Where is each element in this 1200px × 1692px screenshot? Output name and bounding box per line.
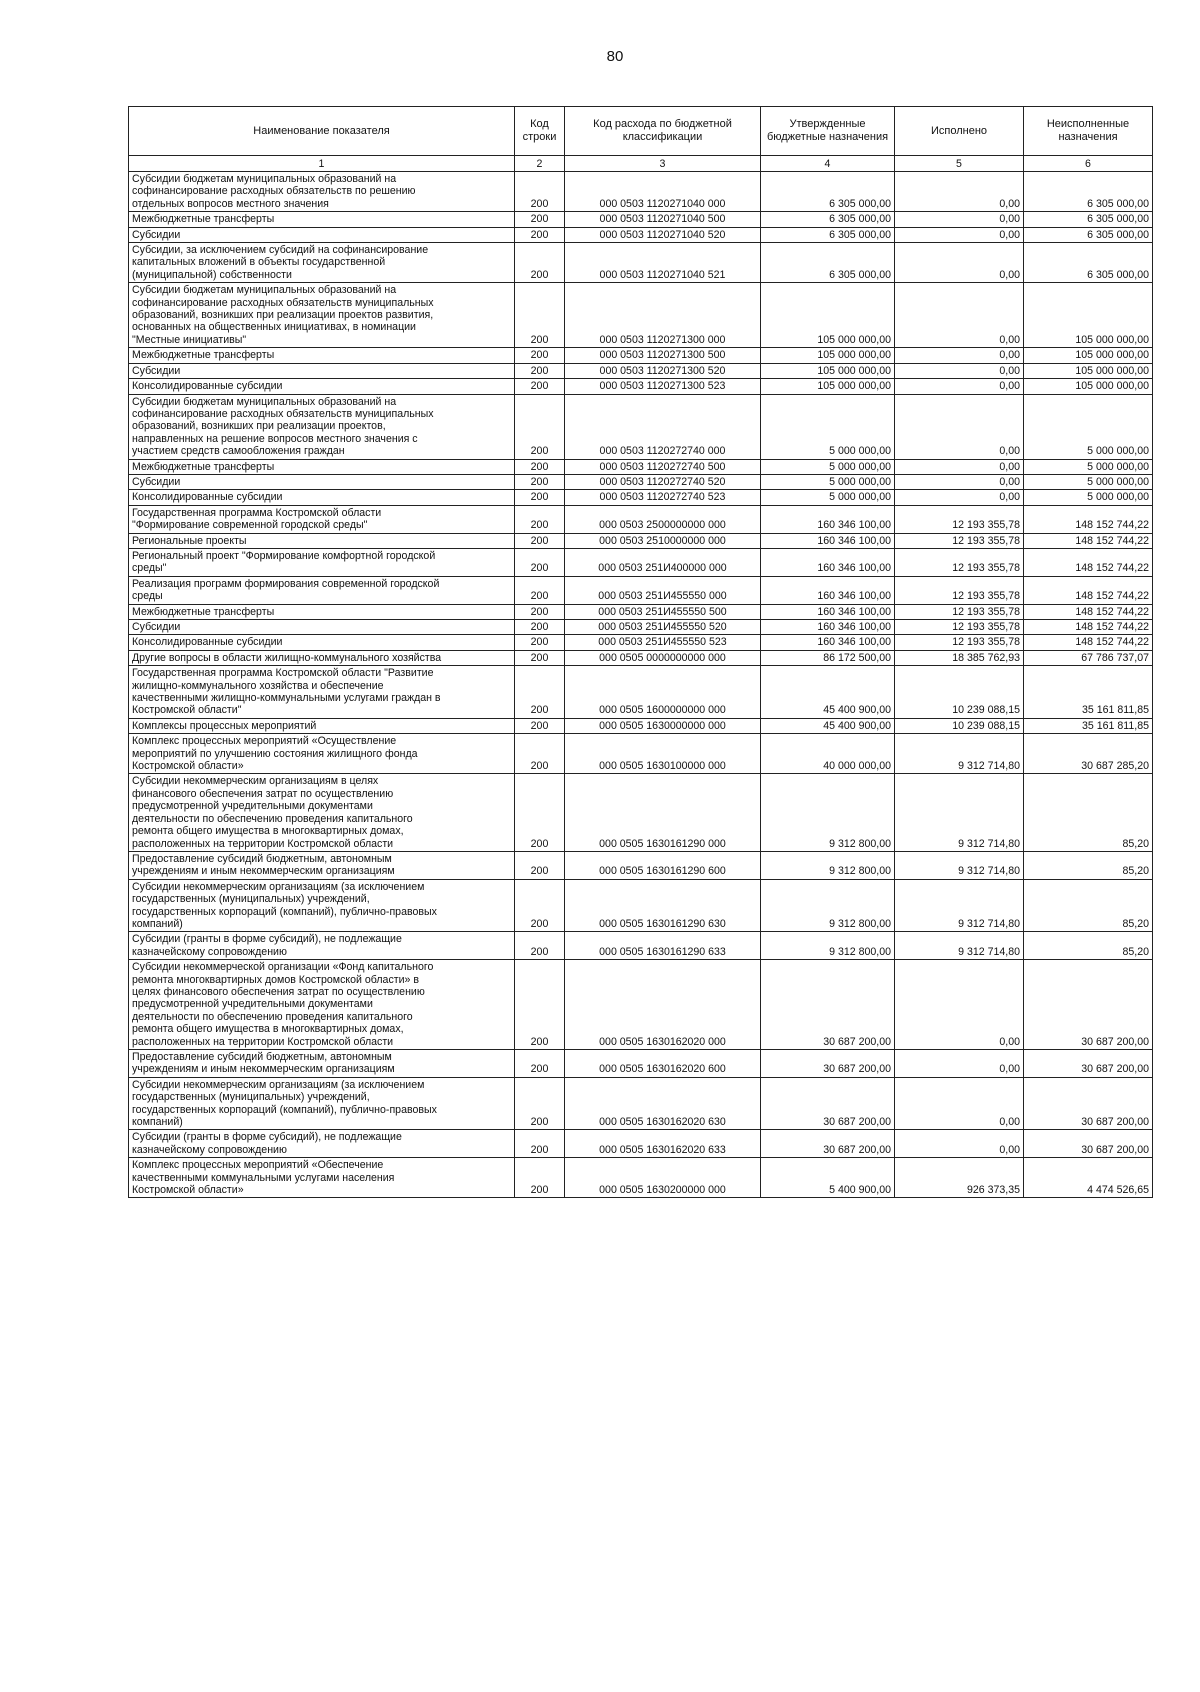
row-code-cell: 200 [515, 490, 565, 505]
row-code-cell: 200 [515, 363, 565, 378]
table-row [129, 227, 1153, 242]
row-code-cell: 200 [515, 734, 565, 774]
row-code-cell: 200 [515, 1158, 565, 1198]
executed-amount-cell: 0,00 [895, 960, 1024, 1050]
table-row [129, 620, 1153, 635]
table-body [129, 156, 1153, 1198]
table-row [129, 1158, 1153, 1198]
row-code-cell: 200 [515, 243, 565, 283]
classification-code-cell: 000 0503 1120272740 500 [565, 459, 761, 474]
executed-amount-cell: 0,00 [895, 243, 1024, 283]
unexecuted-amount-cell: 105 000 000,00 [1024, 348, 1153, 363]
row-code-cell: 200 [515, 879, 565, 932]
executed-amount-cell: 12 193 355,78 [895, 635, 1024, 650]
approved-amount-cell: 105 000 000,00 [761, 348, 895, 363]
approved-amount-cell: 160 346 100,00 [761, 505, 895, 533]
row-code-cell: 200 [515, 666, 565, 719]
indicator-name-cell: Комплексы процессных мероприятий [129, 718, 515, 733]
classification-code-cell: 000 0505 1630161290 630 [565, 879, 761, 932]
indicator-name-cell: Предоставление субсидий бюджетным, автономным учреждениям и иным некоммерческим организациям [129, 851, 515, 879]
row-code-cell: 200 [515, 1130, 565, 1158]
indicator-name-cell: Региональные проекты [129, 533, 515, 548]
table-row [129, 879, 1153, 932]
classification-code-cell: 000 0505 1630000000 000 [565, 718, 761, 733]
indicator-name-cell: Межбюджетные трансферты [129, 348, 515, 363]
indicator-name-cell: Субсидии некоммерческим организациям в целях финансового обеспечения затрат по осуществлению предусмотренной учредительными документами деятельности по обеспечению проведения капитального ремонта общего имущества в многоквартирных домах, расположенных на территории Костромской области [129, 774, 515, 851]
indicator-name-cell: Субсидии [129, 363, 515, 378]
classification-code-cell: 000 0503 251И455550 000 [565, 576, 761, 604]
indicator-name-cell: Межбюджетные трансферты [129, 459, 515, 474]
row-code-cell: 200 [515, 620, 565, 635]
classification-code-cell: 000 0505 1600000000 000 [565, 666, 761, 719]
approved-amount-cell: 5 400 900,00 [761, 1158, 895, 1198]
table-row [129, 490, 1153, 505]
row-code-cell: 200 [515, 379, 565, 394]
executed-amount-cell: 0,00 [895, 172, 1024, 212]
executed-amount-cell: 9 312 714,80 [895, 774, 1024, 851]
executed-amount-cell: 0,00 [895, 348, 1024, 363]
executed-amount-cell: 9 312 714,80 [895, 734, 1024, 774]
classification-code-cell: 000 0503 1120271300 000 [565, 283, 761, 348]
table-row [129, 474, 1153, 489]
table-row [129, 348, 1153, 363]
classification-code-cell: 000 0505 1630161290 633 [565, 932, 761, 960]
executed-amount-cell: 9 312 714,80 [895, 932, 1024, 960]
approved-amount-cell: 160 346 100,00 [761, 635, 895, 650]
classification-code-cell: 000 0505 1630162020 600 [565, 1050, 761, 1078]
unexecuted-amount-cell: 105 000 000,00 [1024, 283, 1153, 348]
column-number: 4 [761, 156, 895, 172]
table-row [129, 635, 1153, 650]
table-row [129, 576, 1153, 604]
table-row [129, 459, 1153, 474]
unexecuted-amount-cell: 35 161 811,85 [1024, 666, 1153, 719]
unexecuted-amount-cell: 148 152 744,22 [1024, 505, 1153, 533]
approved-amount-cell: 30 687 200,00 [761, 960, 895, 1050]
table-row [129, 604, 1153, 619]
indicator-name-cell: Реализация программ формирования современной городской среды [129, 576, 515, 604]
indicator-name-cell: Субсидии [129, 227, 515, 242]
classification-code-cell: 000 0503 1120271040 521 [565, 243, 761, 283]
approved-amount-cell: 160 346 100,00 [761, 604, 895, 619]
row-code-cell: 200 [515, 1050, 565, 1078]
column-number: 2 [515, 156, 565, 172]
indicator-name-cell: Субсидии [129, 474, 515, 489]
table-row [129, 533, 1153, 548]
executed-amount-cell: 12 193 355,78 [895, 576, 1024, 604]
table-row [129, 851, 1153, 879]
unexecuted-amount-cell: 5 000 000,00 [1024, 459, 1153, 474]
classification-code-cell: 000 0505 1630162020 000 [565, 960, 761, 1050]
approved-amount-cell: 45 400 900,00 [761, 666, 895, 719]
header-unexecuted: Неисполненные назначения [1024, 107, 1153, 156]
indicator-name-cell: Субсидии бюджетам муниципальных образований на софинансирование расходных обязательств муниципальных образований, возникших при реализации проектов развития, основанных на общественных инициативах, в номинации "Местные инициативы" [129, 283, 515, 348]
table-row [129, 932, 1153, 960]
column-number: 1 [129, 156, 515, 172]
approved-amount-cell: 160 346 100,00 [761, 576, 895, 604]
row-code-cell: 200 [515, 474, 565, 489]
header-classification-code: Код расхода по бюджетной классификации [565, 107, 761, 156]
classification-code-cell: 000 0503 2510000000 000 [565, 533, 761, 548]
executed-amount-cell: 0,00 [895, 363, 1024, 378]
classification-code-cell: 000 0505 1630100000 000 [565, 734, 761, 774]
indicator-name-cell: Субсидии некоммерческим организациям (за исключением государственных (муниципальных) учреждений, государственных корпораций (компаний), публично-правовых компаний) [129, 879, 515, 932]
classification-code-cell: 000 0503 251И400000 000 [565, 548, 761, 576]
approved-amount-cell: 105 000 000,00 [761, 283, 895, 348]
unexecuted-amount-cell: 148 152 744,22 [1024, 620, 1153, 635]
classification-code-cell: 000 0503 251И455550 523 [565, 635, 761, 650]
row-code-cell: 200 [515, 718, 565, 733]
executed-amount-cell: 0,00 [895, 459, 1024, 474]
classification-code-cell: 000 0503 1120271040 500 [565, 212, 761, 227]
unexecuted-amount-cell: 148 152 744,22 [1024, 533, 1153, 548]
table-row [129, 212, 1153, 227]
column-number: 3 [565, 156, 761, 172]
classification-code-cell: 000 0505 1630200000 000 [565, 1158, 761, 1198]
header-indicator-name: Наименование показателя [129, 107, 515, 156]
table-row [129, 363, 1153, 378]
unexecuted-amount-cell: 67 786 737,07 [1024, 650, 1153, 665]
approved-amount-cell: 5 000 000,00 [761, 394, 895, 459]
classification-code-cell: 000 0505 1630162020 630 [565, 1077, 761, 1130]
row-code-cell: 200 [515, 283, 565, 348]
executed-amount-cell: 0,00 [895, 490, 1024, 505]
approved-amount-cell: 160 346 100,00 [761, 620, 895, 635]
executed-amount-cell: 12 193 355,78 [895, 548, 1024, 576]
page-number: 80 [606, 48, 624, 65]
approved-amount-cell: 9 312 800,00 [761, 851, 895, 879]
executed-amount-cell: 9 312 714,80 [895, 851, 1024, 879]
indicator-name-cell: Субсидии [129, 620, 515, 635]
table-row [129, 1130, 1153, 1158]
executed-amount-cell: 10 239 088,15 [895, 666, 1024, 719]
table-row [129, 734, 1153, 774]
table-row [129, 243, 1153, 283]
indicator-name-cell: Субсидии бюджетам муниципальных образований на софинансирование расходных обязательств по решению отдельных вопросов местного значения [129, 172, 515, 212]
budget-execution-table [128, 106, 1153, 1198]
column-number: 5 [895, 156, 1024, 172]
approved-amount-cell: 40 000 000,00 [761, 734, 895, 774]
executed-amount-cell: 0,00 [895, 1050, 1024, 1078]
unexecuted-amount-cell: 30 687 200,00 [1024, 1077, 1153, 1130]
unexecuted-amount-cell: 85,20 [1024, 774, 1153, 851]
table-row [129, 505, 1153, 533]
indicator-name-cell: Межбюджетные трансферты [129, 604, 515, 619]
approved-amount-cell: 9 312 800,00 [761, 774, 895, 851]
classification-code-cell: 000 0505 1630162020 633 [565, 1130, 761, 1158]
classification-code-cell: 000 0505 1630161290 600 [565, 851, 761, 879]
executed-amount-cell: 0,00 [895, 212, 1024, 227]
executed-amount-cell: 12 193 355,78 [895, 620, 1024, 635]
unexecuted-amount-cell: 6 305 000,00 [1024, 172, 1153, 212]
row-code-cell: 200 [515, 1077, 565, 1130]
approved-amount-cell: 30 687 200,00 [761, 1077, 895, 1130]
row-code-cell: 200 [515, 348, 565, 363]
unexecuted-amount-cell: 4 474 526,65 [1024, 1158, 1153, 1198]
table-row [129, 172, 1153, 212]
classification-code-cell: 000 0503 1120272740 520 [565, 474, 761, 489]
row-code-cell: 200 [515, 548, 565, 576]
unexecuted-amount-cell: 5 000 000,00 [1024, 474, 1153, 489]
row-code-cell: 200 [515, 212, 565, 227]
approved-amount-cell: 86 172 500,00 [761, 650, 895, 665]
executed-amount-cell: 10 239 088,15 [895, 718, 1024, 733]
approved-amount-cell: 6 305 000,00 [761, 212, 895, 227]
classification-code-cell: 000 0503 1120271040 000 [565, 172, 761, 212]
approved-amount-cell: 5 000 000,00 [761, 474, 895, 489]
unexecuted-amount-cell: 6 305 000,00 [1024, 227, 1153, 242]
table-row [129, 394, 1153, 459]
indicator-name-cell: Субсидии, за исключением субсидий на софинансирование капитальных вложений в объекты государственной (муниципальной) собственности [129, 243, 515, 283]
approved-amount-cell: 6 305 000,00 [761, 243, 895, 283]
indicator-name-cell: Субсидии (гранты в форме субсидий), не подлежащие казначейскому сопровождению [129, 932, 515, 960]
classification-code-cell: 000 0503 1120271300 520 [565, 363, 761, 378]
row-code-cell: 200 [515, 604, 565, 619]
approved-amount-cell: 30 687 200,00 [761, 1050, 895, 1078]
classification-code-cell: 000 0503 1120272740 000 [565, 394, 761, 459]
row-code-cell: 200 [515, 650, 565, 665]
indicator-name-cell: Межбюджетные трансферты [129, 212, 515, 227]
approved-amount-cell: 5 000 000,00 [761, 490, 895, 505]
unexecuted-amount-cell: 148 152 744,22 [1024, 604, 1153, 619]
unexecuted-amount-cell: 85,20 [1024, 851, 1153, 879]
indicator-name-cell: Комплекс процессных мероприятий «Осуществление мероприятий по улучшению состояния жилищного фонда Костромской области» [129, 734, 515, 774]
approved-amount-cell: 160 346 100,00 [761, 548, 895, 576]
row-code-cell: 200 [515, 459, 565, 474]
executed-amount-cell: 18 385 762,93 [895, 650, 1024, 665]
row-code-cell: 200 [515, 227, 565, 242]
approved-amount-cell: 45 400 900,00 [761, 718, 895, 733]
row-code-cell: 200 [515, 533, 565, 548]
row-code-cell: 200 [515, 960, 565, 1050]
executed-amount-cell: 0,00 [895, 1077, 1024, 1130]
table-row [129, 283, 1153, 348]
unexecuted-amount-cell: 85,20 [1024, 932, 1153, 960]
table-row [129, 548, 1153, 576]
table-header-row [129, 107, 1153, 156]
classification-code-cell: 000 0503 1120272740 523 [565, 490, 761, 505]
executed-amount-cell: 0,00 [895, 227, 1024, 242]
executed-amount-cell: 12 193 355,78 [895, 604, 1024, 619]
indicator-name-cell: Комплекс процессных мероприятий «Обеспечение качественными коммунальными услугами населения Костромской области» [129, 1158, 515, 1198]
approved-amount-cell: 6 305 000,00 [761, 172, 895, 212]
indicator-name-cell: Консолидированные субсидии [129, 635, 515, 650]
approved-amount-cell: 6 305 000,00 [761, 227, 895, 242]
row-code-cell: 200 [515, 576, 565, 604]
indicator-name-cell: Другие вопросы в области жилищно-коммунального хозяйства [129, 650, 515, 665]
approved-amount-cell: 9 312 800,00 [761, 932, 895, 960]
indicator-name-cell: Субсидии бюджетам муниципальных образований на софинансирование расходных обязательств муниципальных образований, возникших при реализации проектов, направленных на решение вопросов местного значения с участием средств самообложения граждан [129, 394, 515, 459]
executed-amount-cell: 0,00 [895, 379, 1024, 394]
classification-code-cell: 000 0505 0000000000 000 [565, 650, 761, 665]
row-code-cell: 200 [515, 635, 565, 650]
table-row [129, 1077, 1153, 1130]
unexecuted-amount-cell: 105 000 000,00 [1024, 379, 1153, 394]
indicator-name-cell: Субсидии некоммерческой организации «Фонд капитального ремонта многоквартирных домов Костромской области» в целях финансового обеспечения затрат по осуществлению предусмотренной учредительными документами деятельности по обеспечению проведения капитального ремонта общего имущества в многоквартирных домах, расположенных на территории Костромской области [129, 960, 515, 1050]
executed-amount-cell: 9 312 714,80 [895, 879, 1024, 932]
executed-amount-cell: 0,00 [895, 1130, 1024, 1158]
indicator-name-cell: Региональный проект "Формирование комфортной городской среды" [129, 548, 515, 576]
table-row [129, 666, 1153, 719]
unexecuted-amount-cell: 85,20 [1024, 879, 1153, 932]
approved-amount-cell: 105 000 000,00 [761, 379, 895, 394]
classification-code-cell: 000 0503 1120271040 520 [565, 227, 761, 242]
classification-code-cell: 000 0505 1630161290 000 [565, 774, 761, 851]
unexecuted-amount-cell: 30 687 200,00 [1024, 1130, 1153, 1158]
row-code-cell: 200 [515, 851, 565, 879]
executed-amount-cell: 926 373,35 [895, 1158, 1024, 1198]
unexecuted-amount-cell: 30 687 285,20 [1024, 734, 1153, 774]
table-row [129, 650, 1153, 665]
row-code-cell: 200 [515, 932, 565, 960]
classification-code-cell: 000 0503 251И455550 500 [565, 604, 761, 619]
unexecuted-amount-cell: 6 305 000,00 [1024, 243, 1153, 283]
approved-amount-cell: 160 346 100,00 [761, 533, 895, 548]
row-code-cell: 200 [515, 394, 565, 459]
table-row [129, 774, 1153, 851]
unexecuted-amount-cell: 30 687 200,00 [1024, 960, 1153, 1050]
executed-amount-cell: 0,00 [895, 474, 1024, 489]
unexecuted-amount-cell: 6 305 000,00 [1024, 212, 1153, 227]
classification-code-cell: 000 0503 1120271300 500 [565, 348, 761, 363]
unexecuted-amount-cell: 148 152 744,22 [1024, 576, 1153, 604]
column-number: 6 [1024, 156, 1153, 172]
header-executed: Исполнено [895, 107, 1024, 156]
approved-amount-cell: 30 687 200,00 [761, 1130, 895, 1158]
row-code-cell: 200 [515, 505, 565, 533]
approved-amount-cell: 5 000 000,00 [761, 459, 895, 474]
executed-amount-cell: 12 193 355,78 [895, 505, 1024, 533]
header-approved: Утвержденные бюджетные назначения [761, 107, 895, 156]
unexecuted-amount-cell: 148 152 744,22 [1024, 548, 1153, 576]
unexecuted-amount-cell: 30 687 200,00 [1024, 1050, 1153, 1078]
approved-amount-cell: 105 000 000,00 [761, 363, 895, 378]
executed-amount-cell: 0,00 [895, 394, 1024, 459]
approved-amount-cell: 9 312 800,00 [761, 879, 895, 932]
unexecuted-amount-cell: 148 152 744,22 [1024, 635, 1153, 650]
indicator-name-cell: Государственная программа Костромской области "Развитие жилищно-коммунального хозяйства и обеспечение качественными жилищно-коммунальными услугами граждан в Костромской области" [129, 666, 515, 719]
classification-code-cell: 000 0503 1120271300 523 [565, 379, 761, 394]
indicator-name-cell: Консолидированные субсидии [129, 379, 515, 394]
executed-amount-cell: 0,00 [895, 283, 1024, 348]
unexecuted-amount-cell: 5 000 000,00 [1024, 394, 1153, 459]
indicator-name-cell: Предоставление субсидий бюджетным, автономным учреждениям и иным некоммерческим организациям [129, 1050, 515, 1078]
row-code-cell: 200 [515, 774, 565, 851]
table-row [129, 960, 1153, 1050]
executed-amount-cell: 12 193 355,78 [895, 533, 1024, 548]
header-row-code: Код строки [515, 107, 565, 156]
indicator-name-cell: Консолидированные субсидии [129, 490, 515, 505]
unexecuted-amount-cell: 5 000 000,00 [1024, 490, 1153, 505]
unexecuted-amount-cell: 35 161 811,85 [1024, 718, 1153, 733]
table-row [129, 379, 1153, 394]
unexecuted-amount-cell: 105 000 000,00 [1024, 363, 1153, 378]
indicator-name-cell: Государственная программа Костромской области "Формирование современной городской среды" [129, 505, 515, 533]
classification-code-cell: 000 0503 251И455550 520 [565, 620, 761, 635]
row-code-cell: 200 [515, 172, 565, 212]
indicator-name-cell: Субсидии (гранты в форме субсидий), не подлежащие казначейскому сопровождению [129, 1130, 515, 1158]
table-row [129, 718, 1153, 733]
column-numbers-row [129, 156, 1153, 172]
classification-code-cell: 000 0503 2500000000 000 [565, 505, 761, 533]
table-row [129, 1050, 1153, 1078]
indicator-name-cell: Субсидии некоммерческим организациям (за исключением государственных (муниципальных) учреждений, государственных корпораций (компаний), публично-правовых компаний) [129, 1077, 515, 1130]
